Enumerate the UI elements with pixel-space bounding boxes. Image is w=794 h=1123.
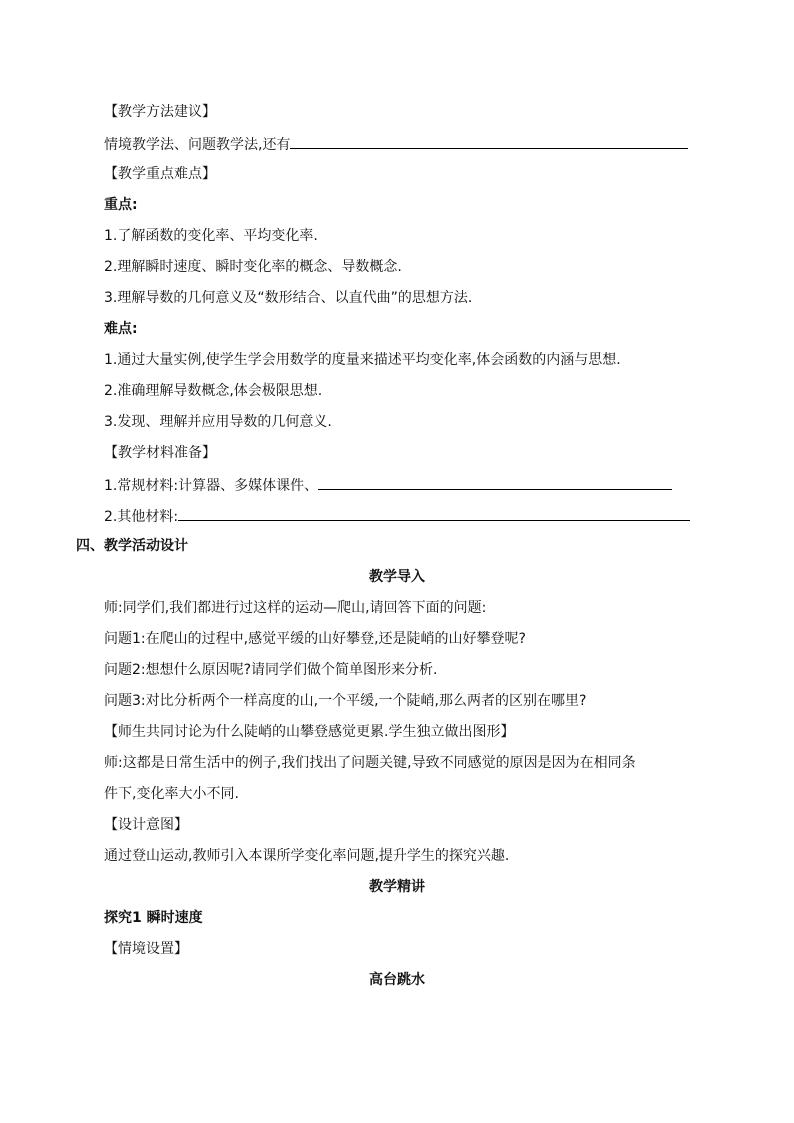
- materials-heading: 【教学材料准备】: [104, 445, 216, 461]
- method-text-line: [104, 134, 688, 154]
- difficult-item-2: 2.准确理解导数概念,体会极限思想.: [104, 383, 323, 399]
- question-1: 问题1:在爬山的过程中,感觉平缓的山好攀登,还是陡峭的山好攀登呢?: [104, 631, 526, 647]
- materials-item-2-line: [104, 506, 690, 526]
- difficult-item-1: 1.通过大量实例,使学生学会用数学的度量来描述平均变化率,体会函数的内涵与思想.: [104, 352, 621, 368]
- key-item-2: 2.理解瞬时速度、瞬时变化率的概念、导数概念.: [104, 259, 402, 275]
- key-item-1: 1.了解函数的变化率、平均变化率.: [104, 228, 318, 244]
- materials-item-2: 2.其他材料:: [104, 509, 179, 525]
- scenario-heading: 【情境设置】: [104, 941, 188, 957]
- method-blank-underline: [290, 134, 688, 149]
- lecture-title: 教学精讲: [369, 879, 425, 895]
- intro-title: 教学导入: [369, 569, 425, 585]
- explore-1-heading: 探究1 瞬时速度: [104, 910, 203, 926]
- scenario-title: 高台跳水: [369, 972, 425, 988]
- activity-heading: 四、教学活动设计: [76, 538, 188, 554]
- method-heading: 【教学方法建议】: [104, 104, 216, 120]
- key-label: 重点:: [104, 197, 138, 213]
- difficult-item-3: 3.发现、理解并应用导数的几何意义.: [104, 414, 332, 430]
- teacher-summary-line-2: 件下,变化率大小不同.: [104, 786, 239, 802]
- difficult-label: 难点:: [104, 321, 138, 337]
- question-2: 问题2:想想什么原因呢?请同学们做个简单图形来分析.: [104, 662, 438, 678]
- method-text: 情境教学法、问题教学法,还有: [104, 137, 291, 153]
- materials-item-1: 1.常规材料:计算器、多媒体课件、: [104, 478, 319, 494]
- teacher-intro: 师:同学们,我们都进行过这样的运动—爬山,请回答下面的问题:: [104, 600, 487, 616]
- key-item-3: 3.理解导数的几何意义及“数形结合、以直代曲”的思想方法.: [104, 290, 473, 306]
- materials-item-2-underline: [178, 506, 690, 521]
- design-heading: 【设计意图】: [104, 817, 188, 833]
- discussion-note: 【师生共同讨论为什么陡峭的山攀登感觉更累.学生独立做出图形】: [104, 724, 515, 740]
- keypoints-heading: 【教学重点难点】: [104, 166, 216, 182]
- design-text: 通过登山运动,教师引入本课所学变化率问题,提升学生的探究兴趣.: [104, 848, 510, 864]
- teacher-summary-line-1: 师:这都是日常生活中的例子,我们找出了问题关键,导致不同感觉的原因是因为在相同条: [104, 755, 636, 771]
- materials-item-1-underline: [318, 475, 672, 490]
- question-3: 问题3:对比分析两个一样高度的山,一个平缓,一个陡峭,那么两者的区别在哪里?: [104, 693, 587, 709]
- materials-item-1-line: [104, 475, 672, 495]
